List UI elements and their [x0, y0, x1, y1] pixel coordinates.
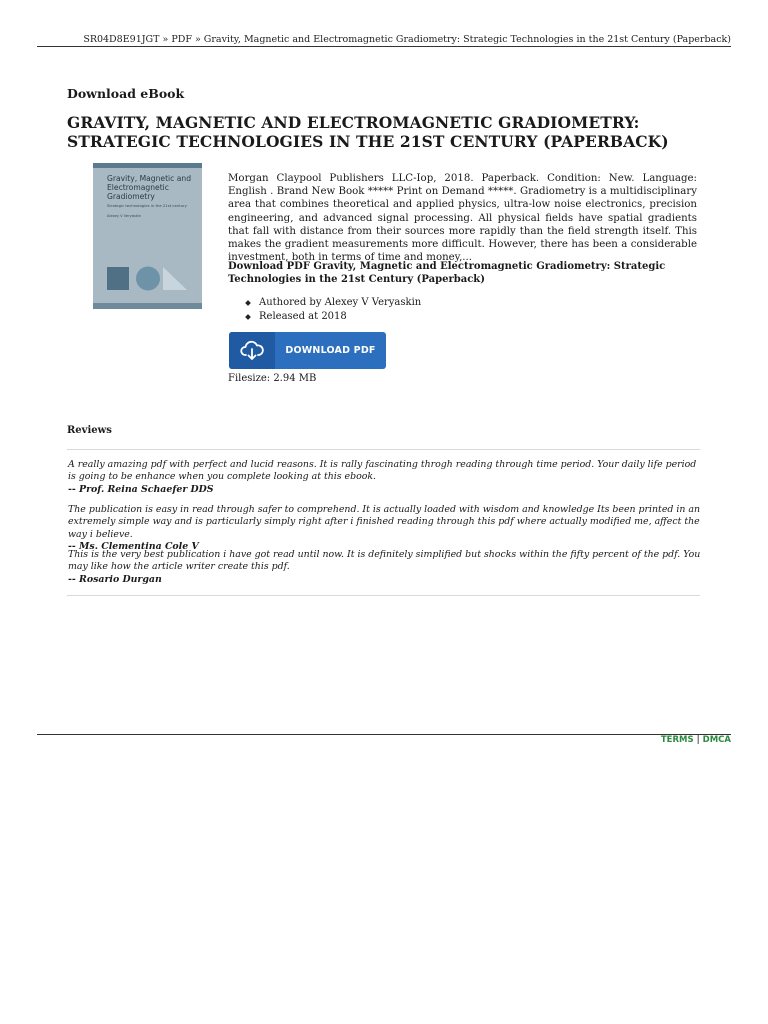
review-author: -- Rosario Durgan: [68, 573, 162, 585]
review-author: -- Ms. Clementina Cole V: [68, 541, 199, 553]
cover-circle-shape: [136, 267, 160, 291]
reviews-heading: Reviews: [67, 425, 112, 436]
reviews-bottom-divider: [67, 595, 700, 596]
cover-triangle-shape: [163, 267, 187, 290]
book-cover: [93, 163, 202, 309]
released-at: Released at 2018: [228, 310, 421, 324]
cloud-download-icon: [240, 340, 264, 362]
authored-by: Authored by Alexey V Veryaskin: [228, 296, 421, 310]
cover-title: Gravity, Magnetic and Electromagnetic Gradiometry: [107, 174, 192, 201]
terms-link[interactable]: TERMS: [660, 735, 694, 745]
review-item: [68, 504, 704, 554]
cover-author: Alexey V Veryaskin: [107, 214, 142, 218]
cover-shapes: [93, 163, 202, 309]
dmca-link[interactable]: DMCA: [702, 735, 731, 745]
review-item: [68, 459, 704, 496]
download-icon-box: [229, 332, 275, 369]
footer-links: [37, 735, 731, 745]
cover-subtitle: Strategic technologies in the 21st century: [107, 203, 187, 208]
review-text: The publication is easy in read through safer to comprehend. It is actually loaded with wisdom and knowledge Its been printed in an extremely simple way and is particularly simply right after i finished reading through this pdf where actually modified me, affect the way i believe.: [68, 504, 700, 540]
header-divider: [37, 46, 731, 47]
filesize: Filesize: 2.94 MB: [228, 373, 317, 384]
cover-square-shape: [107, 267, 129, 290]
footer-separator: |: [696, 735, 700, 745]
review-item: [68, 549, 704, 586]
download-pdf-button[interactable]: [229, 332, 386, 369]
book-meta-list: [228, 296, 421, 324]
book-description: Morgan Claypool Publishers LLC-Iop, 2018. Paperback. Condition: New. Language: English . Brand New Book ***** Print on Demand *****. Gradiometry is a multidisciplinary area that combines theoretical and applied physics, ultra-low noise electronics, precision engineering, and advanced signal processing. All physical fields have spatial gradients that fall with distance from their sources more rapidly than the field strength itself. This makes the gradient measurements more difficult. However, there has been a considerable investment, both in terms of time and money,...: [228, 173, 697, 264]
download-pdf-heading: Download PDF Gravity, Magnetic and Electromagnetic Gradiometry: Strategic Technologies in the 21st Century (Paperback): [228, 261, 666, 286]
download-pdf-label: DOWNLOAD PDF: [285, 345, 376, 356]
review-author: -- Prof. Reina Schaefer DDS: [68, 483, 214, 495]
cover-bottom-strip: [93, 303, 202, 309]
page-title: GRAVITY, MAGNETIC AND ELECTROMAGNETIC GRADIOMETRY: STRATEGIC TECHNOLOGIES IN THE 21ST CENTURY (PAPERBACK): [67, 113, 669, 151]
reviews-top-divider: [67, 449, 700, 450]
download-ebook-label: Download eBook: [67, 86, 185, 101]
review-text: This is the very best publication i have got read until now. It is definitely simplified but shocks within the fifty percent of the pdf. You may like how the article writer create this pdf.: [68, 549, 701, 573]
review-text: A really amazing pdf with perfect and lucid reasons. It is rally fascinating throgh reading through time period. Your daily life period is going to be enhance when you complete looking at this ebook.: [68, 459, 697, 483]
breadcrumb: SR04D8E91JGT » PDF » Gravity, Magnetic and Electromagnetic Gradiometry: Strategic Technologies in the 21st Century (Paperback): [83, 34, 731, 45]
